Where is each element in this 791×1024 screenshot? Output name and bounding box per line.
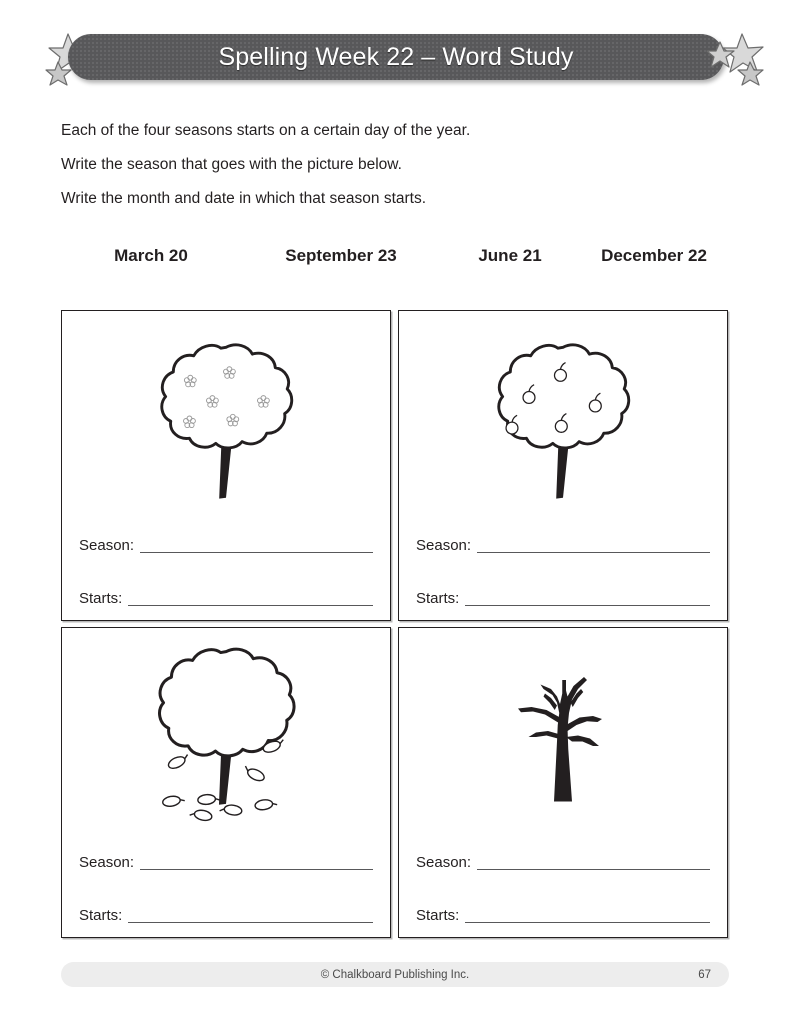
page-title: Spelling Week 22 – Word Study — [218, 42, 574, 71]
word-bank-date-1: September 23 — [285, 246, 397, 265]
page-footer — [61, 962, 729, 987]
season-box-winter-fields — [416, 855, 710, 923]
starts-label: Starts: — [79, 590, 123, 607]
starts-answer-line[interactable] — [128, 919, 373, 923]
season-answer-line[interactable] — [477, 549, 710, 553]
season-answer-line[interactable] — [140, 549, 373, 553]
word-bank-dates — [61, 246, 729, 266]
word-bank-date-2: June 21 — [478, 246, 542, 265]
starts-field-row — [416, 908, 710, 923]
starts-label: Starts: — [416, 590, 460, 607]
instructions-block — [61, 122, 701, 223]
season-box-summer-fields — [416, 538, 710, 606]
season-box-spring-fields — [79, 538, 373, 606]
season-box-winter — [398, 627, 728, 938]
tree-with-falling-leaves-icon — [62, 636, 390, 831]
starts-answer-line[interactable] — [465, 919, 710, 923]
season-box-summer — [398, 310, 728, 621]
season-label: Season: — [416, 854, 472, 871]
starts-field-row — [79, 591, 373, 606]
season-label: Season: — [79, 854, 135, 871]
tree-with-apples-icon — [399, 319, 727, 514]
season-box-spring — [61, 310, 391, 621]
season-boxes-grid — [61, 310, 728, 938]
season-answer-line[interactable] — [477, 866, 710, 870]
instruction-line-1: Each of the four seasons starts on a certain day of the year. — [61, 122, 471, 139]
word-bank-date-0: March 20 — [114, 246, 188, 265]
instruction-line-3: Write the month and date in which that season starts. — [61, 189, 427, 207]
starts-label: Starts: — [416, 907, 460, 924]
starts-label: Starts: — [79, 907, 123, 924]
word-bank-date-3: December 22 — [601, 246, 707, 265]
banner — [68, 34, 724, 80]
bare-tree-icon — [399, 636, 727, 831]
season-field-row — [79, 855, 373, 870]
starts-answer-line[interactable] — [465, 602, 710, 606]
season-box-fall — [61, 627, 391, 938]
copyright-text: © Chalkboard Publishing Inc. — [320, 968, 470, 981]
season-label: Season: — [416, 537, 472, 554]
season-box-fall-fields — [79, 855, 373, 923]
season-field-row — [79, 538, 373, 553]
starts-field-row — [79, 908, 373, 923]
star-cluster-right-icon — [694, 30, 766, 88]
starts-answer-line[interactable] — [128, 602, 373, 606]
season-label: Season: — [79, 537, 135, 554]
page-number: 67 — [698, 968, 711, 981]
starts-field-row — [416, 591, 710, 606]
season-answer-line[interactable] — [140, 866, 373, 870]
season-field-row — [416, 538, 710, 553]
page-header — [0, 22, 791, 92]
season-field-row — [416, 855, 710, 870]
tree-with-blossoms-icon — [62, 319, 390, 514]
instruction-line-2: Write the season that goes with the picture below. — [61, 155, 402, 173]
